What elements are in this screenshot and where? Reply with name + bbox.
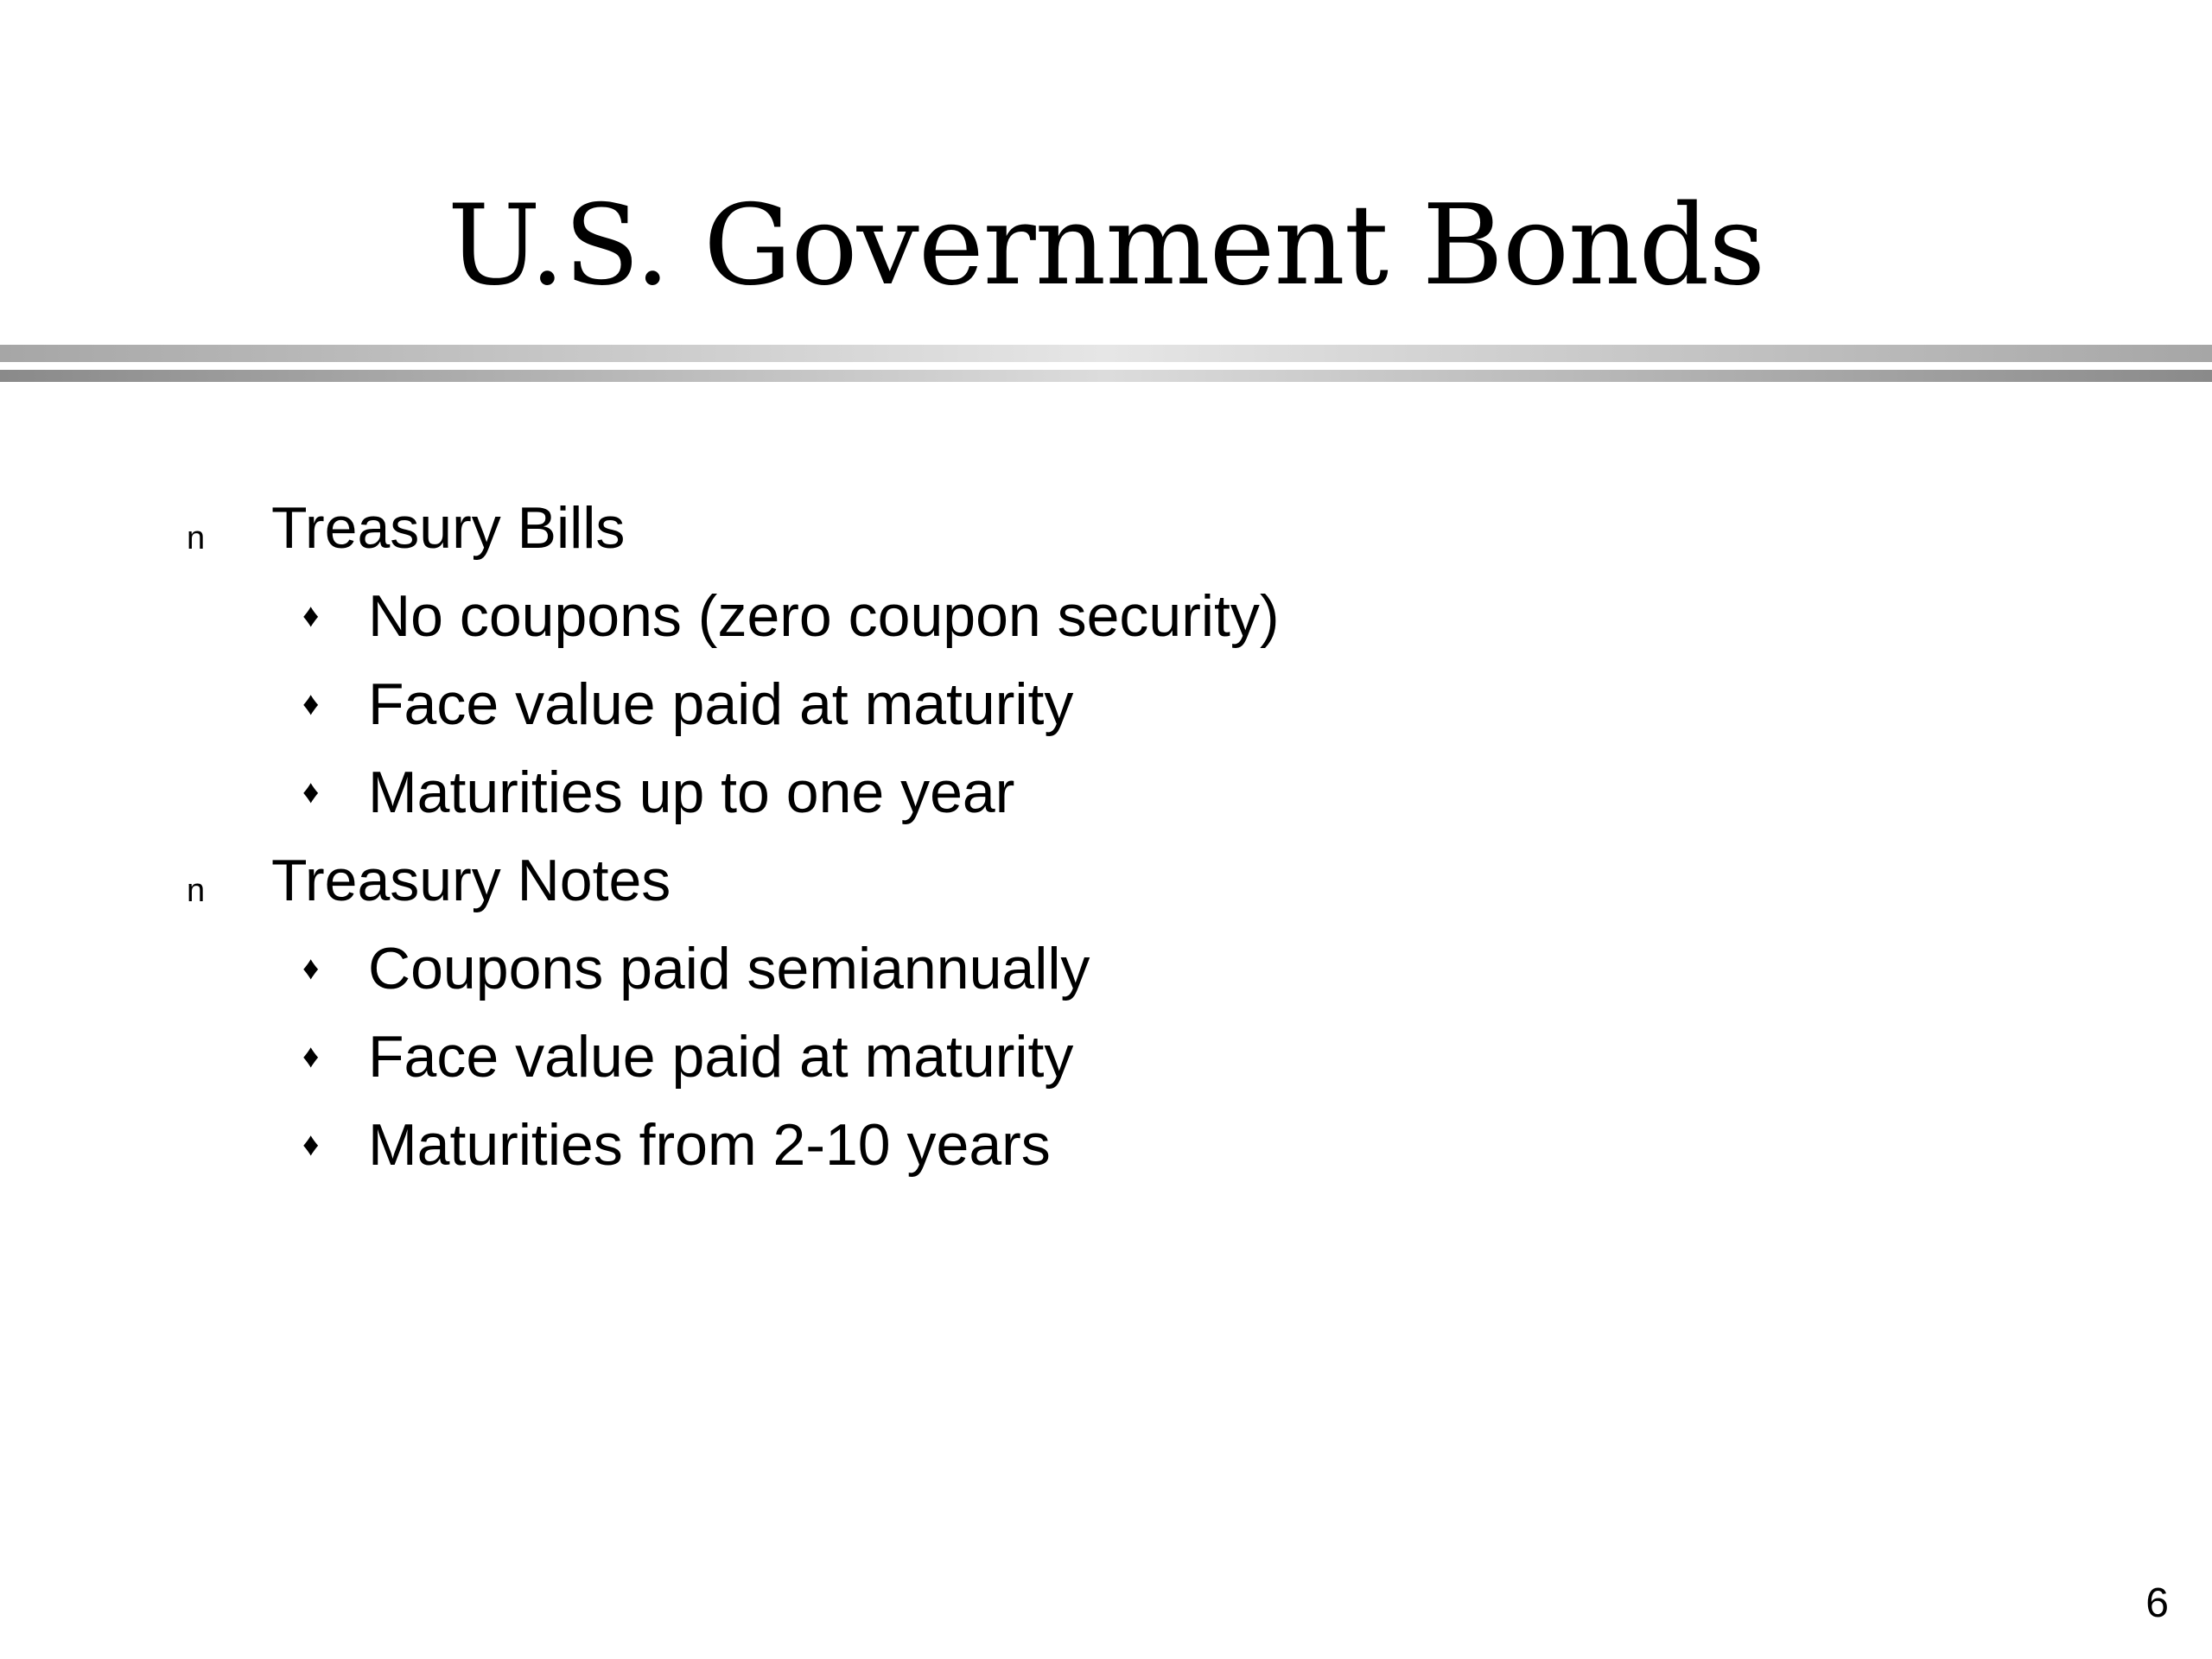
sub-bullet-item [0, 1101, 2212, 1189]
slide-title: U.S. Government Bonds [447, 181, 1765, 310]
sub-bullet-item [0, 572, 2212, 660]
sub-bullet-text: Maturities up to one year [368, 760, 1015, 825]
square-bullet-icon: n [187, 520, 206, 556]
diamond-bullet-icon: ♦ [302, 1127, 320, 1163]
bullet-heading: Treasury Bills [271, 495, 626, 561]
bullet-item-treasury-bills [0, 484, 2212, 572]
sub-bullet-item [0, 925, 2212, 1013]
diamond-bullet-icon: ♦ [302, 950, 320, 987]
title-divider-bottom [0, 370, 2212, 382]
sub-bullet-text: Maturities from 2-10 years [368, 1112, 1051, 1178]
sub-bullet-item [0, 1013, 2212, 1101]
diamond-bullet-icon: ♦ [302, 598, 320, 634]
bullet-heading: Treasury Notes [271, 848, 671, 913]
title-divider-top [0, 345, 2212, 362]
sub-bullet-text: Face value paid at maturity [368, 671, 1074, 737]
diamond-bullet-icon: ♦ [302, 774, 320, 810]
diamond-bullet-icon: ♦ [302, 1039, 320, 1075]
diamond-bullet-icon: ♦ [302, 686, 320, 722]
bullet-item-treasury-notes [0, 836, 2212, 925]
sub-bullet-item [0, 660, 2212, 748]
sub-bullet-text: Coupons paid semiannually [368, 936, 1090, 1001]
page-number: 6 [2145, 1580, 2169, 1626]
square-bullet-icon: n [187, 873, 206, 909]
sub-bullet-text: Face value paid at maturity [368, 1024, 1074, 1090]
sub-bullet-item [0, 748, 2212, 836]
bullet-list [0, 484, 2212, 1189]
sub-bullet-text: No coupons (zero coupon security) [368, 583, 1280, 649]
